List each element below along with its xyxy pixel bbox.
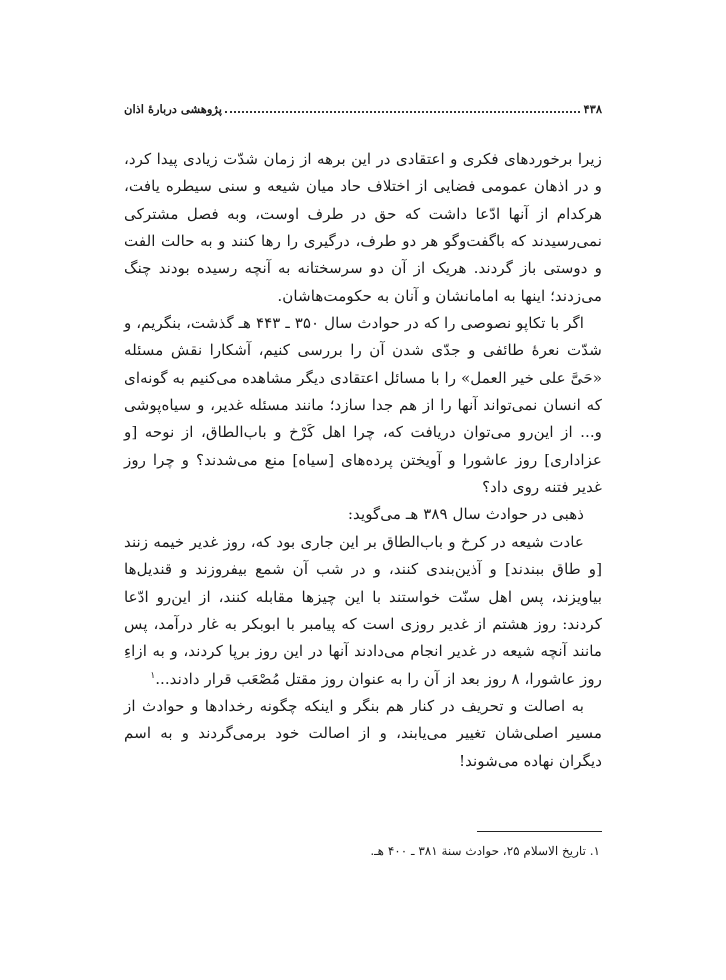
paragraph-1: زیرا برخوردهای فکری و اعتقادی در این برهه از زمان شدّت زیادی پیدا کرد، و در اذهان عمومی فضایی از اختلاف حاد میان شیعه و سنی سیطره یافت، هرکدام از آنها ادّعا داشت که حق در طرف اوست، وبه فصل مشترکی نمی‌رسیدند که باگفت‌وگو هر دو طرف، درگیری را رها کنند و به حالت الفت و دوستی باز گردند. هریک از آن دو سرسختانه به آنچه رسیده بودند چنگ می‌زدند؛ اینها به امامانشان و آنان به حکومت‌هاشان.	[124, 150, 602, 305]
header-leader-dots	[225, 103, 581, 113]
quote-paragraph	[124, 529, 602, 693]
page-number: ۴۳۸	[583, 102, 602, 116]
quote-text: عادت شیعه در کرخ و باب‌الطاق بر این جاری بود که، روز غدیر خیمه زنند [و طاق ببندند] و آذین‌بندی کنند، و در شب آن شمع بیفروزند و قندیل‌ها بیاویزند، پس اهل سنّت خواستند با این چیزها مقابله کنند، از این‌رو ادّعا کردند: روز هشتم از غدیر روزی است که پیامبر با ابوبکر به غار درآمد، پس مانند آنچه شیعه در غدیر انجام می‌دادند آنها در این روز برپا کردند، و به ازاءِ روز عاشورا، ۸ روز بعد از آن را به عنوان روز مقتل مُصْعَب قرار دادند...	[124, 532, 602, 688]
footnote-divider	[477, 831, 602, 832]
main-text	[124, 146, 602, 775]
paragraph-3: ذهبی در حوادث سال ۳۸۹ هـ می‌گوید:	[347, 505, 584, 524]
running-title: پژوهشی دربارهٔ اذان	[124, 102, 222, 116]
paragraph-2: اگر با تکاپو نصوصی را که در حوادث سال ۳۵۰ ـ ۴۴۳ هـ گذشت، بنگریم، و شدّت نعرهٔ طائفی و جدّی شدن آن را بررسی کنیم، آشکارا نقش مسئله «حَیَّ علی خیر العمل» را با مسائل اعتقادی دیگر مشاهده می‌کنیم به گونه‌ای که انسان نمی‌تواند آنها را از هم جدا سازد؛ مانند مسئله غدیر، و سیاه‌پوشی و... از این‌رو می‌توان دریافت که، چرا اهل کَرْخ و باب‌الطاق، از نوحه [و عزاداری] روز عاشورا و آویختن پرده‌های [سیاه] منع می‌شدند؟ و چرا روز غدیر فتنه روی داد؟	[124, 314, 602, 497]
paragraph-5: به اصالت و تحریف در کنار هم بنگر و اینکه چگونه رخدادها و حوادث از مسیر اصلی‌شان تغییر می‌یابند، و از اصالت خود برمی‌گردند و به اسم دیگران نهاده می‌شوند!	[124, 696, 602, 770]
running-header	[124, 96, 602, 122]
footnote-reference: ۱	[150, 670, 156, 681]
footnote: ۱. تاریخ الاسلام ۲۵، حوادث سنة ۳۸۱ ـ ۴۰۰ هـ.	[370, 844, 600, 858]
